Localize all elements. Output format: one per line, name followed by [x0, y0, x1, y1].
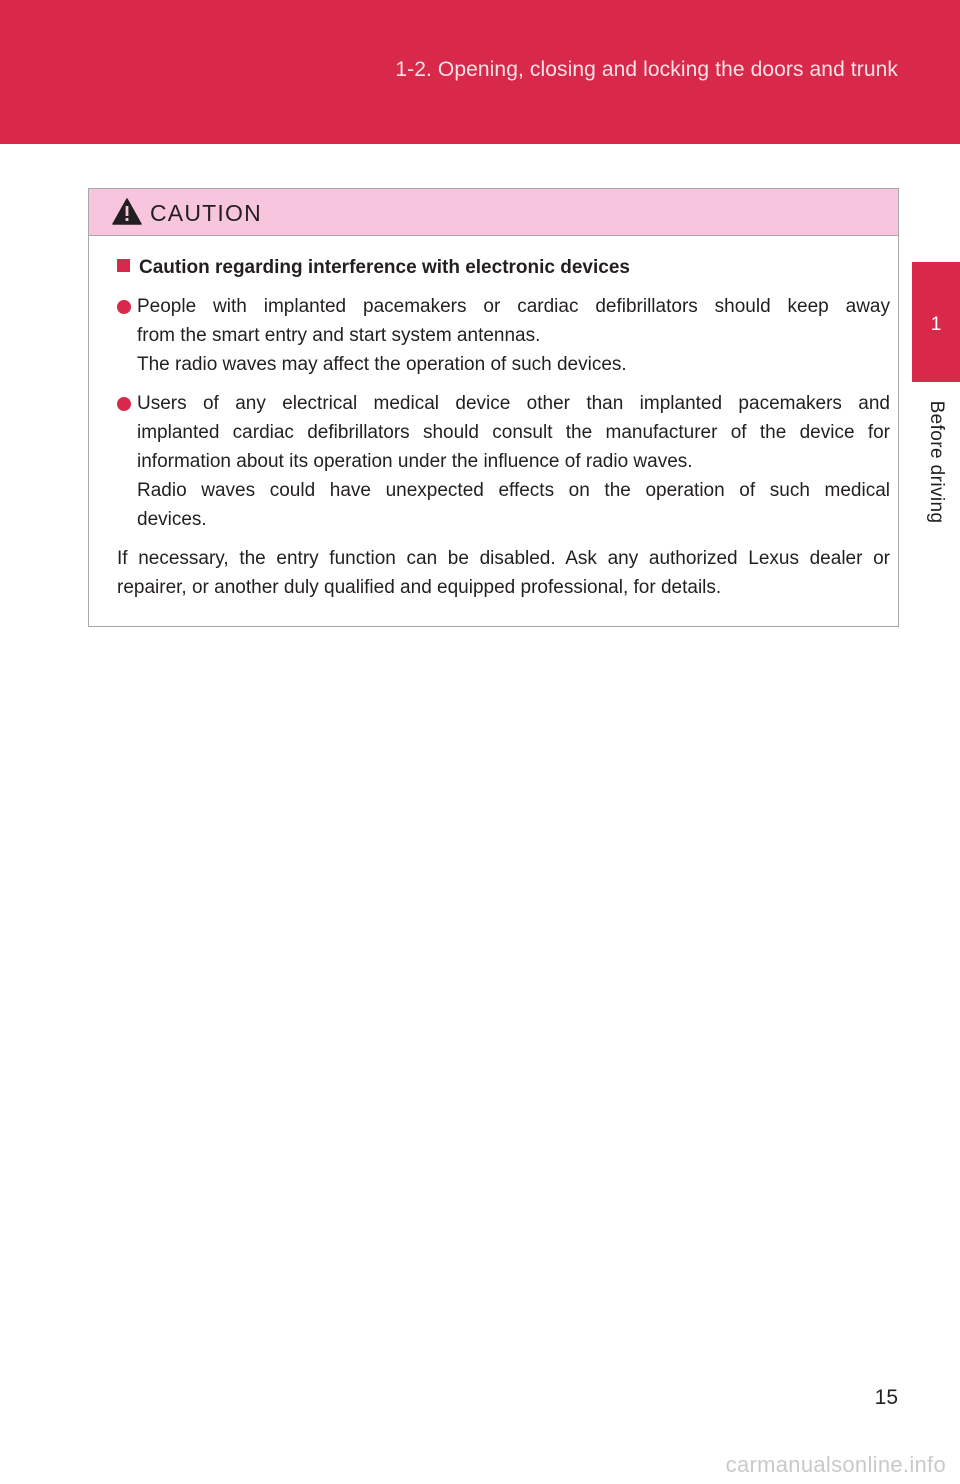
header-band — [0, 0, 960, 144]
bullet-line: implanted cardiac defibrillators should consult the manufacturer of the device for — [137, 422, 890, 443]
bullet-line: The radio waves may affect the operation of such devices. — [137, 354, 627, 375]
chapter-number: 1 — [930, 314, 942, 335]
square-bullet-icon — [117, 259, 130, 272]
caution-note — [117, 544, 890, 602]
bullet-line: devices. — [137, 509, 207, 530]
watermark: carmanualsonline.info — [725, 1452, 946, 1477]
bullet-line: Radio waves could have unexpected effects on the operation of such medical — [137, 480, 890, 501]
round-bullet-icon — [117, 300, 131, 314]
caution-body — [117, 253, 890, 602]
note-line: If necessary, the entry function can be disabled. Ask any authorized Lexus dealer or — [117, 548, 890, 569]
note-line: repairer, or another duly qualified and equipped professional, for details. — [117, 577, 722, 598]
bullet-line: information about its operation under the influence of radio waves. — [137, 451, 693, 472]
bullet-line: People with implanted pacemakers or cardiac defibrillators should keep away — [137, 296, 890, 317]
caution-title: CAUTION — [150, 200, 262, 226]
chapter-label: Before driving — [926, 400, 947, 524]
round-bullet-icon — [117, 397, 131, 411]
caution-header — [89, 189, 898, 236]
caution-box — [88, 188, 899, 627]
caution-section-heading — [117, 253, 890, 282]
section-title: 1-2. Opening, closing and locking the doors and trunk — [395, 58, 898, 81]
bullet-line: from the smart entry and start system antennas. — [137, 325, 541, 346]
bullet-item — [117, 292, 890, 379]
caution-section-heading-text: Caution regarding interference with electronic devices — [139, 257, 630, 278]
warning-triangle-icon — [112, 198, 142, 225]
chapter-tab[interactable] — [912, 262, 960, 382]
bullet-item — [117, 389, 890, 534]
bullet-line: Users of any electrical medical device other than implanted pacemakers and — [137, 393, 890, 414]
page-number: 15 — [874, 1386, 898, 1409]
